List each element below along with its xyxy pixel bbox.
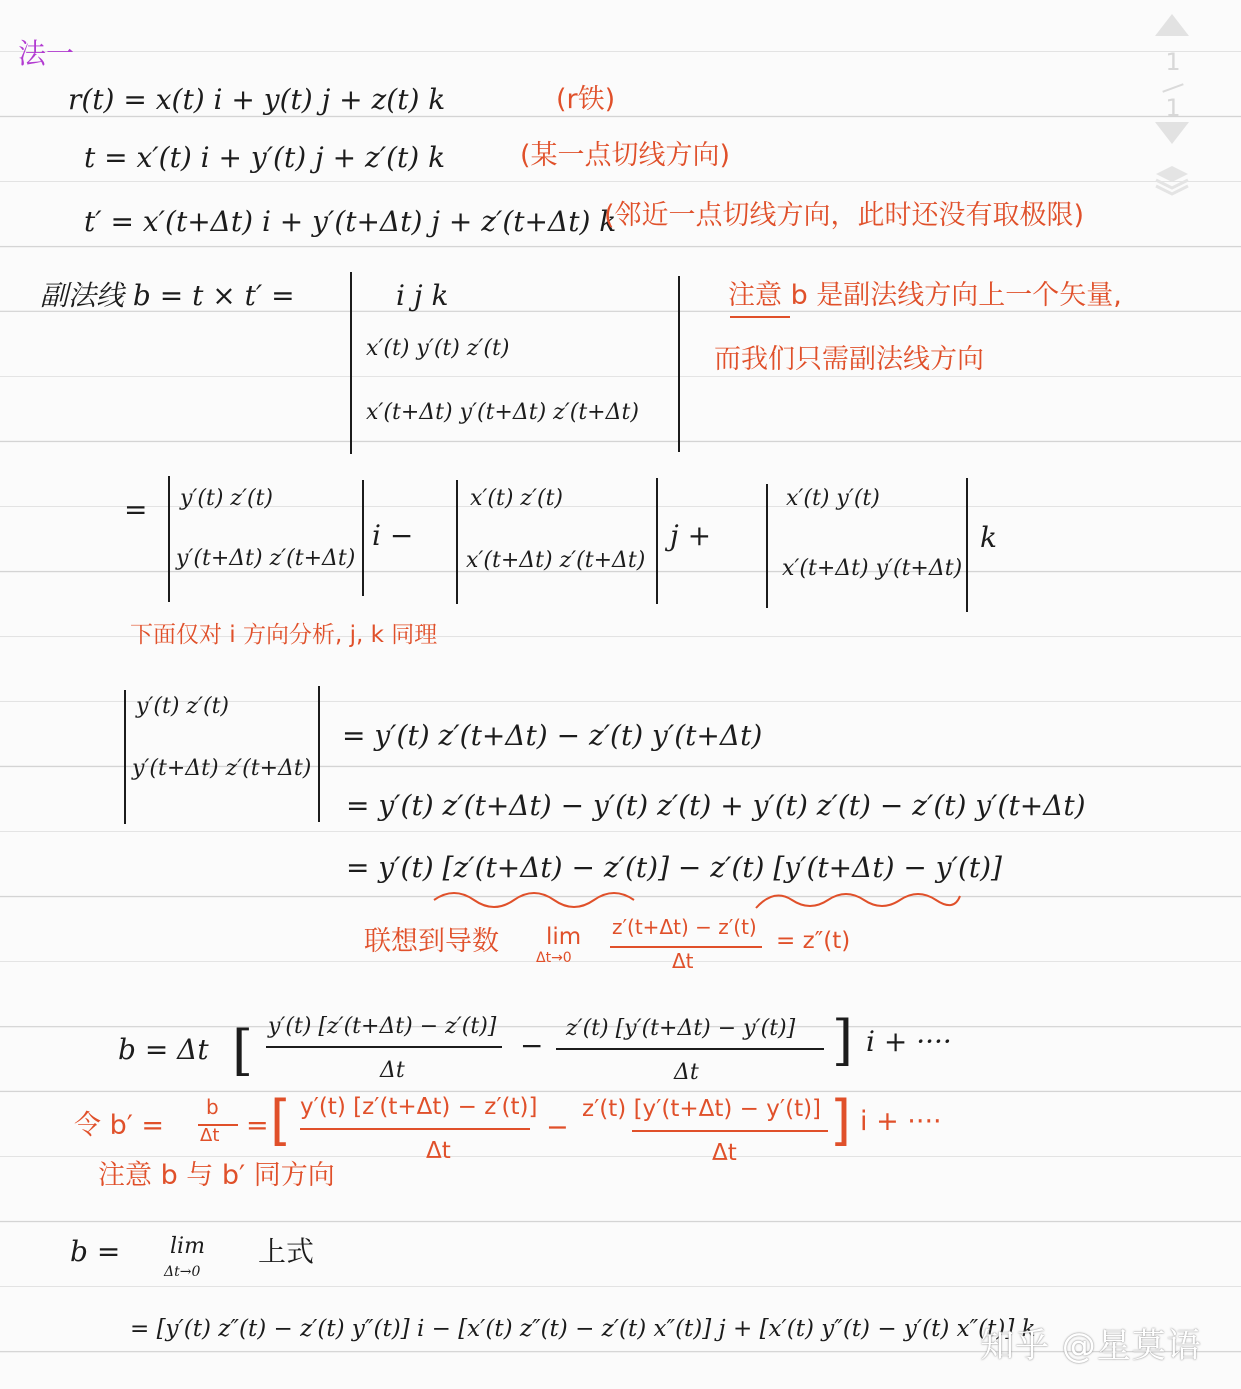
bdelta-num-2: z′(t) [y′(t+Δt) − y′(t)] [566, 1016, 796, 1041]
eq-tangent: t = x′(t) i + y′(t) j + z′(t) k [84, 141, 446, 174]
bdelta-den-2: Δt [674, 1060, 699, 1085]
page-separator [1162, 83, 1183, 92]
minor3-right [966, 478, 968, 612]
minor1-row2: y′(t+Δt) z′(t+Δt) [176, 546, 356, 571]
j-plus: j + [670, 519, 712, 552]
page-up-icon[interactable] [1155, 14, 1189, 36]
let-frac-den: Δt [200, 1125, 220, 1146]
assoc-label: 联想到导数 [364, 926, 499, 957]
expand-eq: = [124, 493, 148, 526]
bdelta-minus: − [520, 1029, 544, 1062]
method-heading: 法一 [18, 37, 75, 70]
i-minus: i − [372, 519, 414, 552]
assoc-frac-num: z′(t+Δt) − z′(t) [612, 915, 757, 939]
let-den-1: Δt [426, 1138, 451, 1164]
let-frac-bar-2 [632, 1130, 828, 1132]
minor3-row1: x′(t) y′(t) [786, 486, 880, 511]
let-num-2: z′(t) [y′(t+Δt) − y′(t)] [582, 1096, 822, 1122]
note-i-direction: 下面仅对 i 方向分析, j, k 同理 [130, 622, 438, 648]
page-down-icon[interactable] [1155, 122, 1189, 144]
total-pages: 1 [1165, 94, 1181, 122]
idet-row1: y′(t) z′(t) [136, 694, 230, 719]
minor1-left [168, 476, 170, 602]
bdelta-lhs: b = Δt [118, 1033, 209, 1066]
let-bracket-open: [ [270, 1089, 292, 1152]
let-tail: i + ···· [860, 1106, 942, 1137]
det-left-bar [350, 272, 352, 454]
current-page: 1 [1165, 48, 1181, 76]
watermark: 知乎 @星莫语 [980, 1326, 1202, 1366]
bdelta-num-1: y′(t) [z′(t+Δt) − z′(t)] [268, 1014, 497, 1039]
assoc-result: = z″(t) [776, 928, 851, 954]
minor3-left [766, 484, 768, 608]
minor1-row1: y′(t) z′(t) [180, 486, 274, 511]
idet-right [318, 686, 320, 822]
idet-line-1: = y′(t) z′(t+Δt) − z′(t) y′(t+Δt) [342, 719, 763, 752]
minor2-left [456, 480, 458, 604]
bdelta-tail: i + ···· [866, 1025, 952, 1058]
det-right-bar [678, 276, 680, 452]
k-label: k [980, 521, 997, 554]
note-tangent: (某一点切线方向) [520, 140, 731, 171]
note-same-direction: 注意 b 与 b′ 同方向 [98, 1160, 335, 1191]
let-eq: = [246, 1110, 269, 1141]
assoc-frac-den: Δt [672, 949, 694, 973]
note-position: (r铁) [556, 84, 616, 115]
final-lim-sub: Δt→0 [164, 1264, 201, 1280]
idet-left [124, 690, 126, 824]
minor2-row2: x′(t+Δt) z′(t+Δt) [466, 548, 646, 573]
det-row-1: i j k [396, 279, 449, 312]
let-frac-bar-1 [300, 1128, 530, 1130]
bdelta-bracket-close: ] [832, 1009, 854, 1072]
minor2-right [656, 478, 658, 604]
let-num-1: y′(t) [z′(t+Δt) − z′(t)] [300, 1094, 538, 1120]
page-navigator [1146, 14, 1200, 214]
final-result: = [y′(t) z″(t) − z′(t) y″(t)] i − [x′(t) z″(t) − z′(t) x″(t)] j + [x′(t) y″(t) − y′(t) x″(t)] k [130, 1316, 1036, 1342]
final-rest: 上式 [258, 1235, 315, 1268]
note-tangent-next: (邻近一点切线方向，此时还没有取极限) [604, 200, 1085, 231]
det-row-3: x′(t+Δt) y′(t+Δt) z′(t+Δt) [366, 400, 639, 425]
let-bracket-close: ] [830, 1089, 852, 1152]
eq-position: r(t) = x(t) i + y(t) j + z(t) k [68, 83, 446, 116]
det-row-2: x′(t) y′(t) z′(t) [366, 336, 510, 361]
assoc-lim-sub: Δt→0 [536, 950, 572, 966]
minor1-right [362, 480, 364, 596]
idet-row2: y′(t+Δt) z′(t+Δt) [132, 756, 312, 781]
minor3-row2: x′(t+Δt) y′(t+Δt) [782, 556, 963, 581]
assoc-lim: lim [546, 924, 582, 950]
binormal-lhs: 副法线 b = t × t′ = [40, 279, 295, 312]
assoc-frac-bar [610, 946, 762, 948]
minor2-row1: x′(t) z′(t) [470, 486, 563, 511]
note-underline [730, 316, 790, 318]
let-den-2: Δt [712, 1140, 737, 1166]
eq-tangent-next: t′ = x′(t+Δt) i + y′(t+Δt) j + z′(t+Δt) k [84, 205, 617, 238]
bdelta-frac-bar-2 [556, 1048, 824, 1050]
wavy-underlines [430, 878, 970, 914]
bdelta-den-1: Δt [380, 1058, 405, 1083]
let-lhs: 令 b′ = [74, 1110, 165, 1141]
idet-line-2: = y′(t) z′(t+Δt) − y′(t) z′(t) + y′(t) z′(t) − z′(t) y′(t+Δt) [346, 789, 1086, 822]
let-frac-num: b [206, 1095, 219, 1119]
final-lhs: b = [70, 1235, 121, 1268]
layers-icon[interactable] [1152, 160, 1192, 200]
bdelta-bracket-open: [ [232, 1019, 254, 1082]
final-lim: lim [170, 1234, 205, 1259]
let-minus: − [546, 1112, 569, 1143]
bdelta-frac-bar-1 [266, 1046, 502, 1048]
idet-line-3: = y′(t) [z′(t+Δt) − z′(t)] − z′(t) [y′(t+Δt) − y′(t)] [346, 851, 1002, 884]
note-binormal-2: 而我们只需副法线方向 [714, 344, 984, 375]
note-binormal-1: 注意 b 是副法线方向上一个矢量, [728, 280, 1122, 311]
